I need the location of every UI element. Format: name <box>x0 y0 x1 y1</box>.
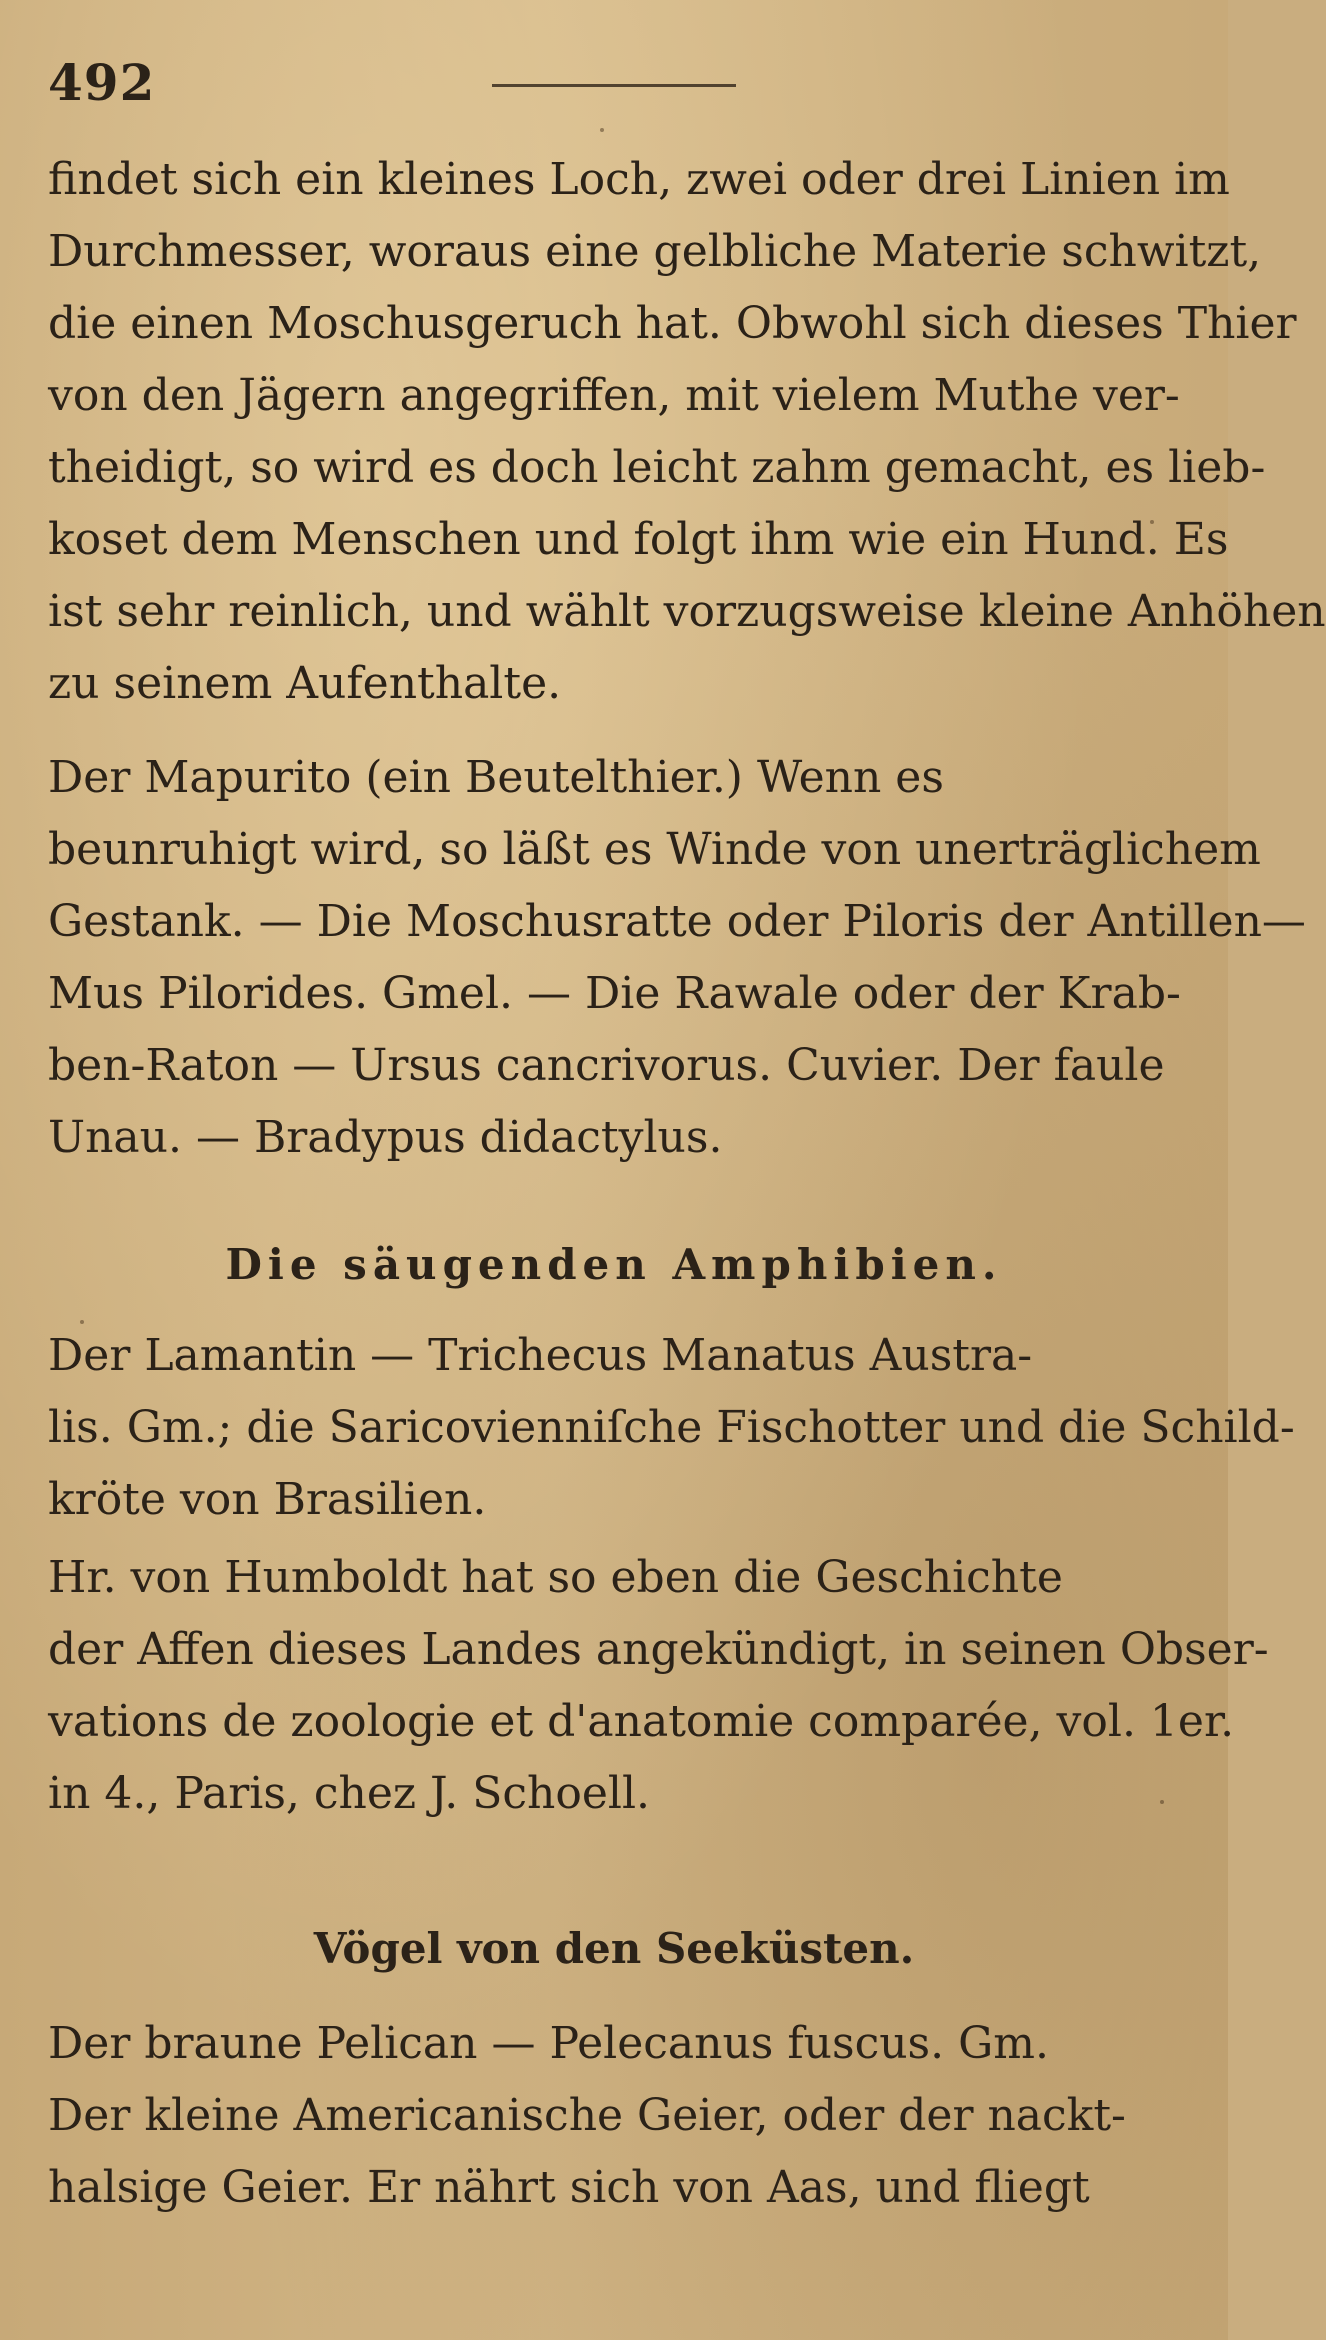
text-line: Unau. — Bradypus didactylus. <box>48 1112 723 1163</box>
paragraph-mapurito <box>48 742 1306 1174</box>
text-line: ist sehr reinlich, und wählt vorzugsweise kleine Anhöhen <box>48 586 1326 637</box>
text-line: in 4., Paris, chez J. Schoell. <box>48 1768 651 1819</box>
text-line: zu seinem Aufenthalte. <box>48 658 562 709</box>
text-line: die einen Moschusgeruch hat. Obwohl sich dieses Thier <box>48 298 1297 349</box>
text-line: theidigt, so wird es doch leicht zahm gemacht, es lieb- <box>48 442 1266 493</box>
text-line: Der Mapurito (ein Beutelthier.) Wenn es <box>48 752 944 803</box>
text-line: koset dem Menschen und folgt ihm wie ein Hund. Es <box>48 514 1229 565</box>
text-line: vations de zoologie et d'anatomie comparée, vol. 1er. <box>48 1696 1235 1747</box>
paragraph-pelican <box>48 2008 1188 2224</box>
header-rule <box>492 84 736 87</box>
text-line: Der Lamantin — Trichecus Manatus Austra- <box>48 1330 1033 1381</box>
section-heading-amphibians: Die säugenden Amphibien. <box>225 1240 1003 1289</box>
text-line: Hr. von Humboldt hat so eben die Geschichte <box>48 1552 1063 1603</box>
text-line: Mus Pilorides. Gmel. — Die Rawale oder der Krab- <box>48 968 1181 1019</box>
page-number: 492 <box>48 53 156 112</box>
text-line: Durchmesser, woraus eine gelbliche Materie schwitzt, <box>48 226 1262 277</box>
paper-speck <box>600 128 604 132</box>
text-line: der Affen dieses Landes angekündigt, in seinen Obser- <box>48 1624 1269 1675</box>
section-heading-seabirds: Vögel von den Seeküsten. <box>313 1924 915 1973</box>
text-line: von den Jägern angegriffen, mit vielem Muthe ver- <box>48 370 1180 421</box>
text-line: kröte von Brasilien. <box>48 1474 487 1525</box>
text-line: beunruhigt wird, so läßt es Winde von unerträglichem <box>48 824 1261 875</box>
text-line: Der braune Pelican — Pelecanus fuscus. Gm. <box>48 2018 1049 2069</box>
text-line: ben-Raton — Ursus cancrivorus. Cuvier. Der faule <box>48 1040 1165 1091</box>
paragraph-lamantin <box>48 1320 1295 1536</box>
paragraph-musk-animal <box>48 144 1326 720</box>
text-line: findet sich ein kleines Loch, zwei oder drei Linien im <box>48 154 1230 205</box>
paragraph-humboldt <box>48 1542 1269 1830</box>
text-line: halsige Geier. Er nährt sich von Aas, und fliegt <box>48 2162 1090 2213</box>
text-line: Gestank. — Die Moschusratte oder Piloris der Antillen— <box>48 896 1306 947</box>
text-line: Der kleine Americanische Geier, oder der nackt- <box>48 2090 1126 2141</box>
text-line: lis. Gm.; die Saricovienniſche Fischotter und die Schild- <box>48 1402 1295 1453</box>
